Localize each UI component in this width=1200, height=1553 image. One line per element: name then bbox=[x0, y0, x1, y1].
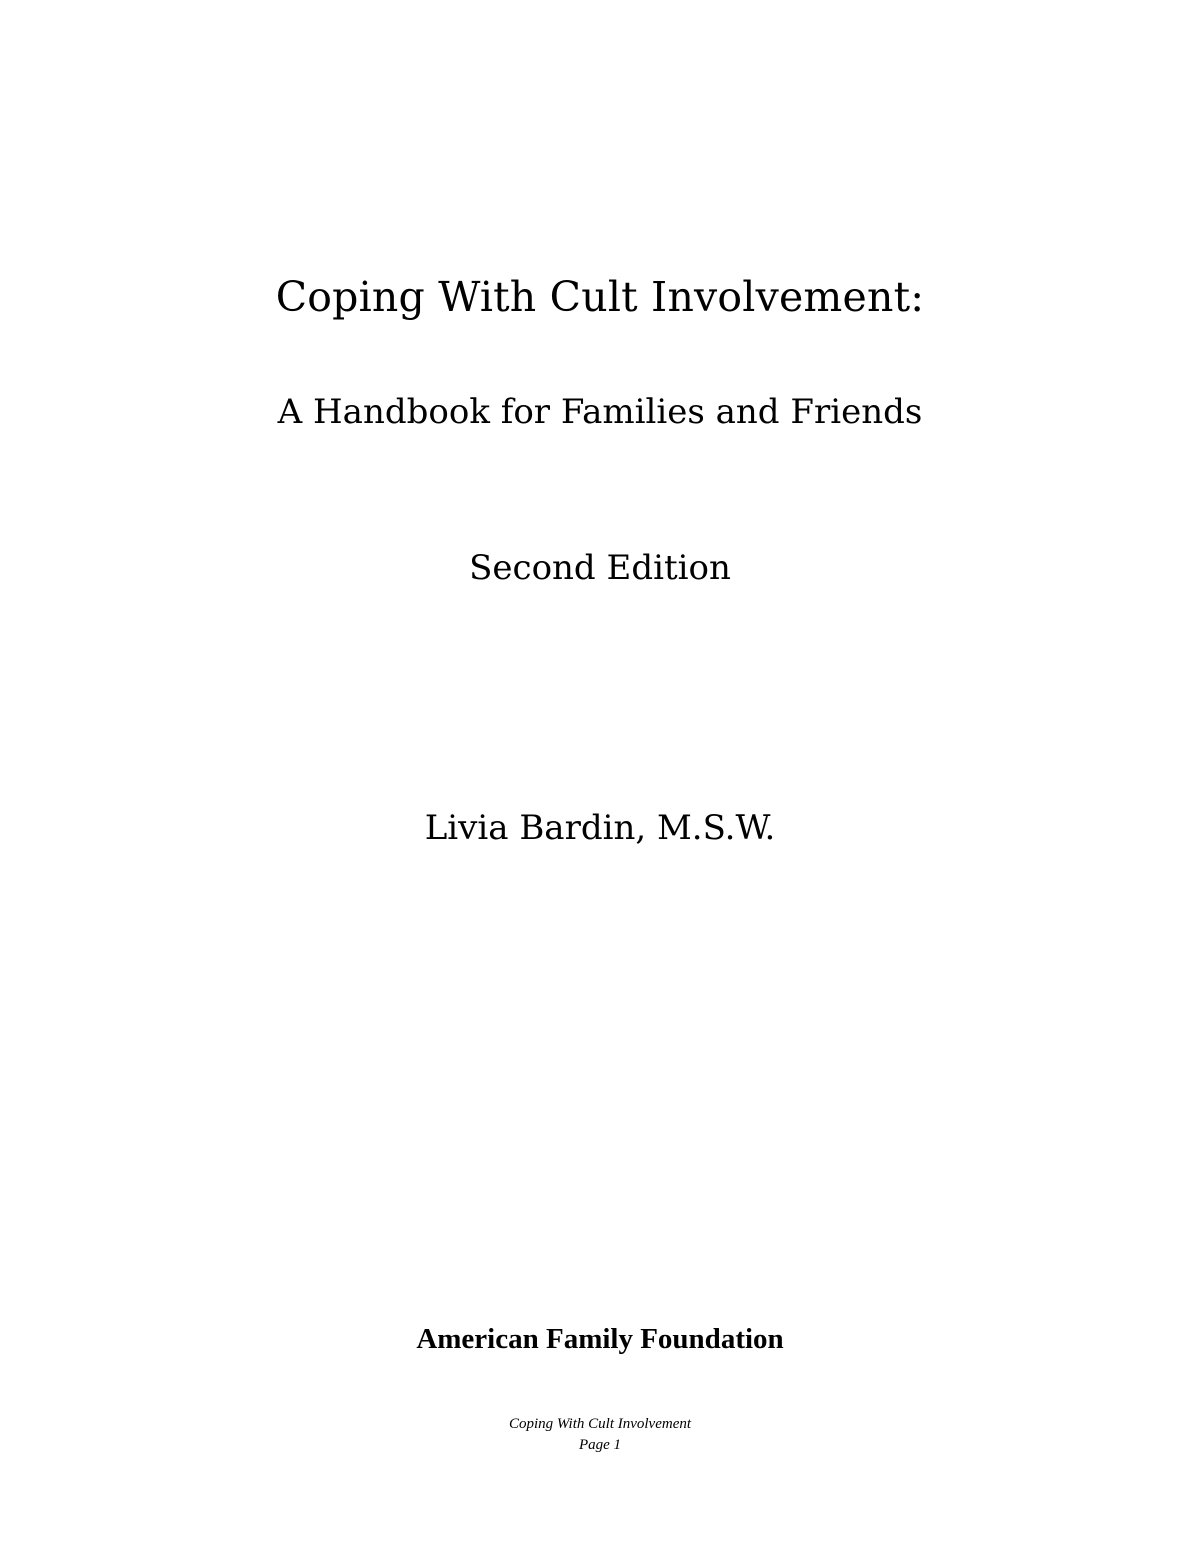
footer-page-number: Page 1 bbox=[578, 1437, 622, 1453]
author-name: Livia Bardin, M.S.W. bbox=[424, 808, 776, 848]
edition-label: Second Edition bbox=[469, 548, 731, 588]
document-subtitle: A Handbook for Families and Friends bbox=[277, 392, 923, 432]
publisher-name: American Family Foundation bbox=[416, 1323, 784, 1355]
footer-running-title: Coping With Cult Involvement bbox=[508, 1416, 692, 1432]
document-title: Coping With Cult Involvement: bbox=[275, 273, 925, 321]
